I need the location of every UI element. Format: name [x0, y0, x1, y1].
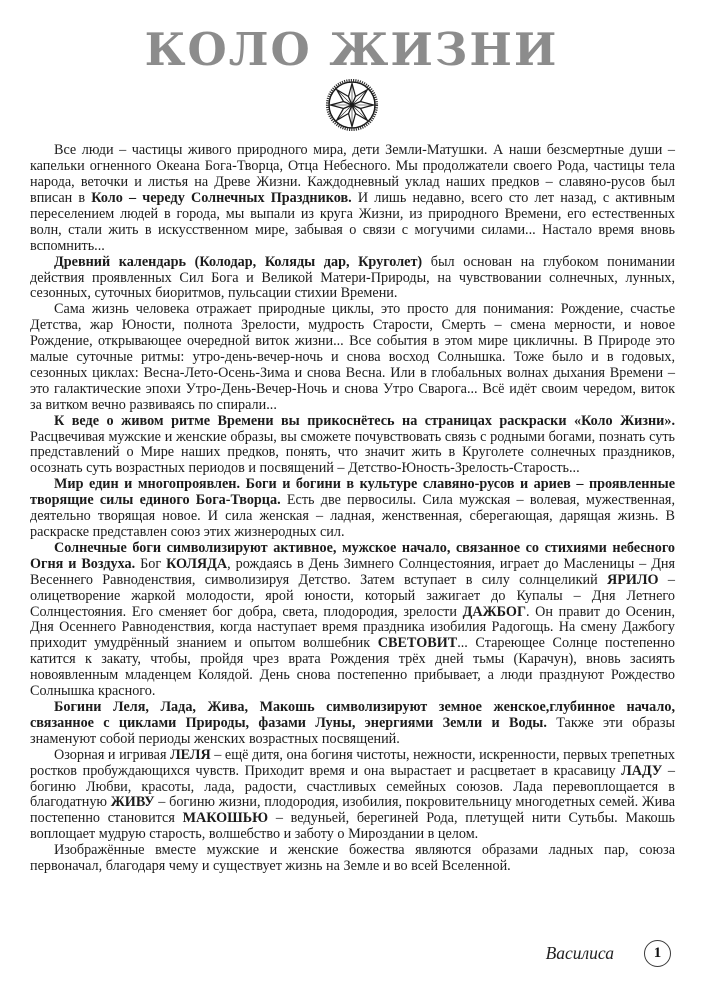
text-segment: ЖИВУ: [110, 794, 155, 811]
paragraph-goddesses: [30, 700, 675, 748]
page-number-badge: [644, 940, 671, 967]
paragraph-conclusion: [30, 843, 675, 875]
text-segment: – ведуньей, берегиней Рода, плетущей нити Сутьбы. Макошь воплощает мудрую старость, волшебство и заботу о Мироздании в целом.: [30, 810, 675, 843]
alatyr-star-svg: [325, 78, 379, 132]
page-number: 1: [653, 945, 662, 961]
paragraph-goddess-ages: [30, 748, 675, 843]
text-segment: , рождаясь в День Зимнего Солнцестояния, играет до Масленицы – Дня Весеннего Равноденствия, символизируя Детство. Затем вступает в силу солнцеликий: [30, 555, 675, 588]
text-segment: ЯРИЛО: [607, 571, 659, 588]
paragraph-kolo-zhizni-book: [30, 414, 675, 478]
text-segment: был основан на глубоком понимании действия проявленных Сил Бога и Великой Матери-Природы, на чувствовании солнечных, лунных, сезонных, суточных биоритмов, пульсации стихии Времени.: [30, 253, 675, 302]
page-footer: [546, 940, 671, 967]
text-segment: Изображённые вместе мужские и женские божества являются образами ладных пар, союза первоначал, благодаря чему и существует жизнь на Земле и во всей Вселенной.: [30, 842, 675, 875]
text-segment: ЛЕЛЯ: [170, 746, 211, 763]
text-segment: К веде о живом ритме Времени вы прикоснётесь на страницах раскраски «Коло Жизни».: [54, 412, 675, 429]
text-segment: Есть две первосилы. Сила мужская – волевая, мужественная, деятельно творящая новое. И сила женская – ладная, женственная, сберегающая, дарящая жизнь. В раскраске представлен союз этих жизнеродных сил.: [30, 492, 675, 540]
text-segment: ДАЖБОГ: [462, 603, 526, 620]
text-segment: Расцвечивая мужские и женские образы, вы сможете почувствовать связь с родными богами, познать суть представлений о Мире наших предков, понять, что значит жить в Круголете солнечных праздников, осознать суть возрастных периодов и посвящений – Детство-Юность-Зрелость-Старость...: [30, 428, 675, 477]
text-segment: Богини Леля, Лада, Жива, Макошь символизируют земное женское,глубинное начало, связанное с циклами Природы, фазами Луны, энергиями Земли и Воды.: [30, 698, 675, 731]
text-segment: – ещё дитя, она богиня чистоты, нежности, искренности, первых трепетных ростков пробуждающихся чувств. Приходит время и она вырастает и расцветает в красавицу: [30, 746, 676, 779]
text-segment: – олицетворение жаркой молодости, ярой юности, который зажигает до Купалы – Дня Летнего Солнцестояния. Его сменяет бог добра, света, плодородия, зрелости: [30, 571, 675, 620]
text-segment: Озорная и игривая: [54, 746, 171, 763]
text-segment: . Он правит до Осенин, Дня Осеннего Равноденствия, когда наступает время праздника изобилия Радогощь. На смену Дажбогу приходит умудрённый знанием и опытом волшебник: [30, 603, 675, 652]
text-segment: И лишь недавно, всего сто лет назад, с активным переселением людей в города, мы выпали из круга Жизни, из природного Времени, его естественных волн, стали жить в искусственном мире, забывая о связи с могучими силами... Настало время вновь вспомнить...: [30, 189, 675, 254]
text-segment: Солнечные боги символизируют активное, мужское начало, связанное со стихиями небесного Огня и Воздуха.: [30, 539, 675, 572]
text-segment: КОЛЯДА: [166, 555, 228, 572]
page-title: КОЛО ЖИЗНИ: [144, 23, 559, 76]
text-segment: Бог: [135, 555, 167, 572]
paragraph-ancient-calendar: [30, 255, 675, 303]
text-segment: Древний календарь (Колодар, Коляды дар, Круголет): [54, 253, 423, 270]
text-segment: ЛАДУ: [621, 762, 663, 779]
text-segment: СВЕТОВИТ: [377, 635, 458, 652]
text-segment: Коло – череду Солнечных Праздников.: [91, 189, 352, 206]
text-segment: – богиню Любви, красоты, лада, радости, счастливых семейных союзов. Лада перевоплощается в благодатную: [30, 762, 675, 811]
text-segment: ... Стареющее Солнце постепенно катится к закату, чтобы, пройдя чрез врата Рождения трёх дней тьмы (Карачун), вновь засиять новоявленным младенцем Колядой. День снова постепенно прибывает, а люди празднуют Рождество Солнышка красного.: [30, 635, 675, 700]
author-name: Василиса: [545, 943, 614, 963]
text-segment: Все люди – частицы живого природного мира, дети Земли-Матушки. А наши безсмертные души – капельки огненного Океана Бога-Творца, Отца Небесного. Мы продолжатели своего Рода, частицы тела народа, веточки и листья на Древе Жизни. Каждодневный уклад наших предков – славяно-русов был вписан в: [30, 142, 675, 206]
text-segment: МАКОШЬЮ: [182, 810, 269, 827]
alatyr-star-icon: [0, 78, 703, 136]
paragraph-intro: [30, 143, 675, 254]
text-segment: Сама жизнь человека отражает природные циклы, это просто для понимания: Рождение, счастье Детства, жар Юности, полнота Зрелости, мудрость Старости, Смерть – смена мерности, и новое Рождение, открывающее очередной виток жизни... Все события в этом мире цикличны. В Природе это малые суточные ритмы: утро-день-вечер-ночь и снова восход Солнышка. Тоже было и в годовых, сезонных циклах: Весна-Лето-Осень-Зима и снова Весна. Или в глобальных волнах дыхания Времени – это галактические эпохи Утро-День-Вечер-Ночь и снова Утро Сварога... Всё идёт своим чередом, виток за витком вечно развиваясь по спирали...: [30, 301, 675, 413]
paragraph-two-forces: [30, 477, 675, 541]
paragraph-life-cycles: [30, 302, 675, 413]
text-segment: – богиню жизни, плодородия, изобилия, покровительницу многодетных семей. Жива постепенно становится: [30, 794, 675, 827]
text-segment: Также эти образы знаменуют собой периоды женских возрастных посвящений.: [30, 714, 675, 747]
text-segment: Мир един и многопроявлен. Боги и богини в культуре славяно-русов и ариев – проявленные творящие силы единого Бога-Творца.: [30, 476, 675, 509]
paragraph-solar-gods: [30, 541, 675, 700]
body-text: [30, 143, 675, 875]
